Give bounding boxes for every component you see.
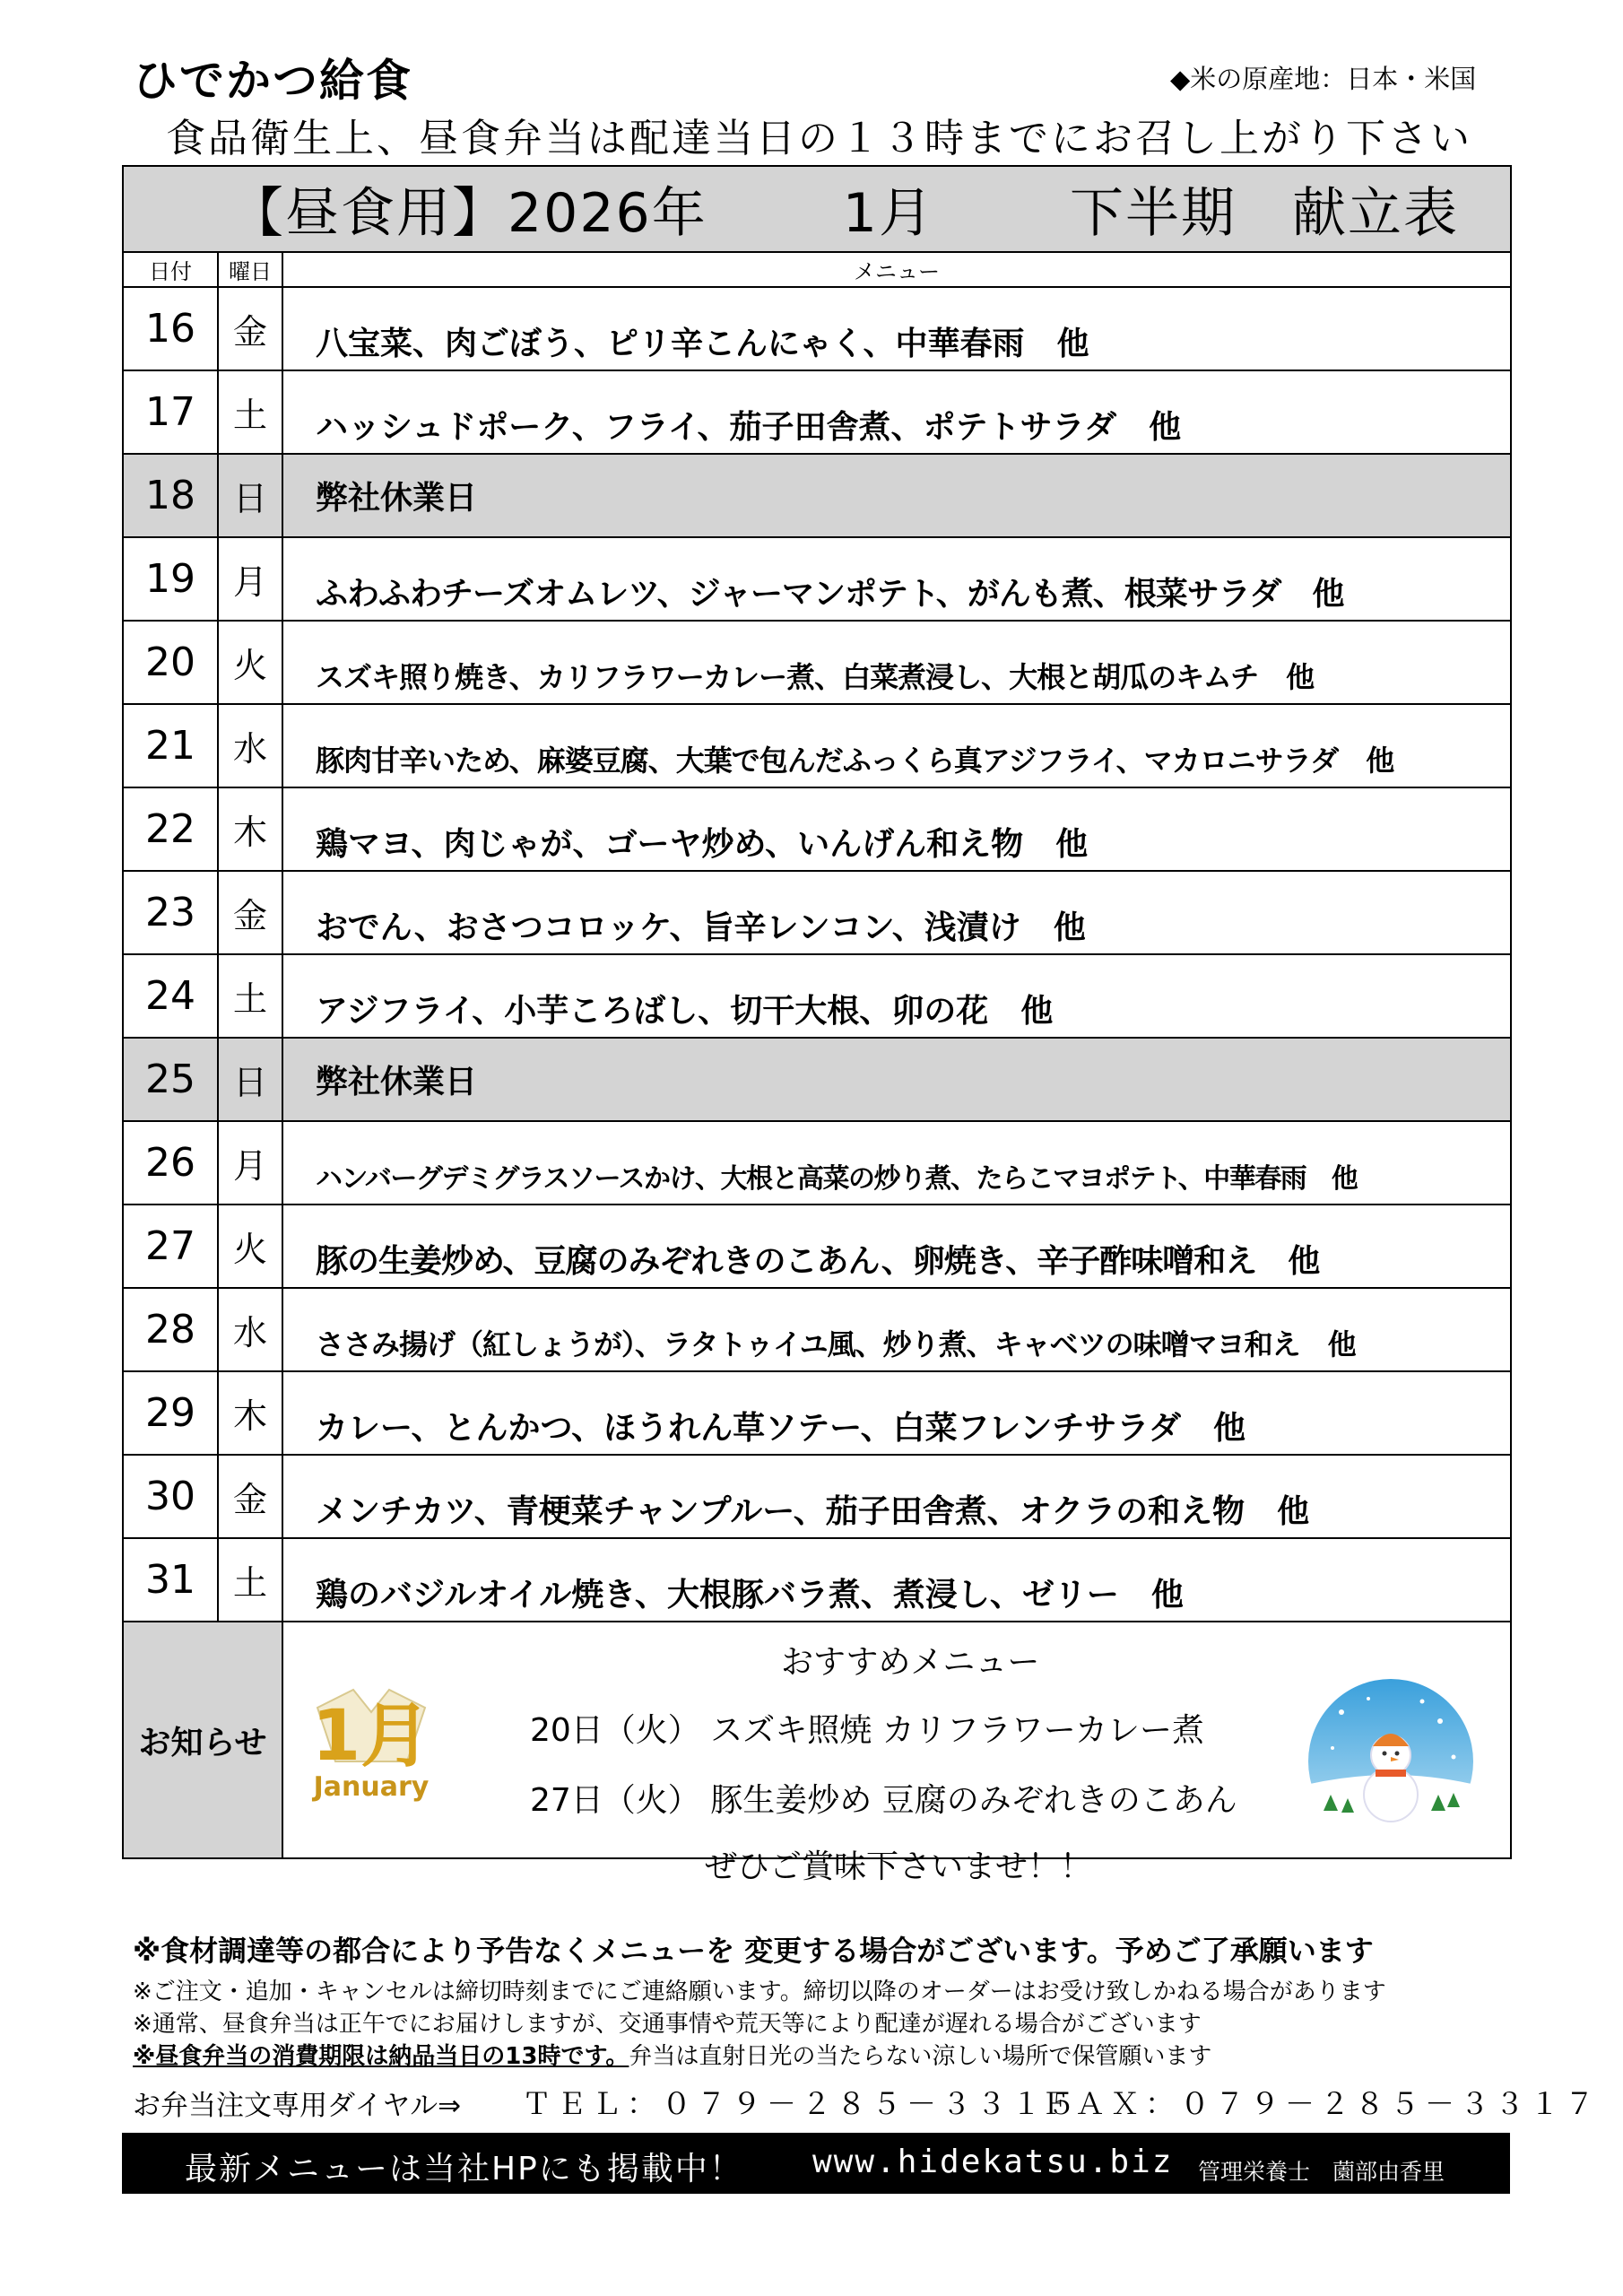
table-row [123, 370, 1511, 454]
menu-cell [282, 1538, 1511, 1622]
order-fax: ＦＡＸ：０７９－２８５－３３１７ [1040, 2086, 1600, 2121]
menu-cell [282, 1121, 1511, 1205]
menu-text: おでん、おさつコロッケ、旨辛レンコン、浅漬け 他 [316, 909, 1086, 946]
weekday-cell: 水 [218, 704, 282, 787]
weekday-cell: 木 [218, 1371, 282, 1455]
table-row [123, 1288, 1511, 1371]
table-row [123, 537, 1511, 621]
recommend-title: おすすめメニュー [781, 1644, 1040, 1681]
table-row [123, 1538, 1511, 1622]
table-row [123, 1038, 1511, 1121]
weekday-cell: 月 [218, 537, 282, 621]
weekday-cell: 金 [218, 1455, 282, 1538]
menu-text: ハッシュドポーク、フライ、茄子田舎煮、ポテトサラダ 他 [316, 409, 1182, 446]
table-row [123, 1371, 1511, 1455]
col-header-dow: 曜日 [218, 252, 282, 287]
notice-label: お知らせ [123, 1622, 282, 1858]
brand-name: ひでかつ給食 [133, 55, 412, 107]
homepage-bar [122, 2133, 1510, 2194]
menu-cell [282, 287, 1511, 370]
dietitian-name: 管理栄養士 薗部由香里 [1198, 2159, 1445, 2185]
menu-cell [282, 871, 1511, 954]
weekday-cell: 日 [218, 454, 282, 537]
snowman-icon [1306, 1676, 1476, 1847]
menu-text: ささみ揚げ（紅しょうが）、ラタトゥイユ風、炒り煮、キャベツの味噌マヨ和え 他 [316, 1326, 1356, 1361]
menu-text: スズキ照り焼き、カリフラワーカレー煮、白菜煮浸し、大根と胡瓜のキムチ 他 [316, 659, 1315, 694]
table-row [123, 1455, 1511, 1538]
menu-text: 弊社休業日 [316, 480, 478, 517]
date-cell: 18 [123, 454, 218, 537]
table-row [123, 621, 1511, 704]
weekday-cell: 土 [218, 1538, 282, 1622]
date-cell: 20 [123, 621, 218, 704]
notice-body [282, 1622, 1511, 1885]
date-cell: 25 [123, 1038, 218, 1121]
date-cell: 21 [123, 704, 218, 787]
recommend-item: 27日（火） 豚生姜炒め 豆腐のみぞれきのこあん [530, 1782, 1237, 1819]
menu-cell [282, 787, 1511, 871]
menu-cell [282, 454, 1511, 537]
weekday-cell: 金 [218, 871, 282, 954]
weekday-cell: 土 [218, 370, 282, 454]
date-cell: 29 [123, 1371, 218, 1455]
menu-change-note: ※食材調達等の都合により予告なくメニューを 変更する場合がございます。予めご了承願います [133, 1934, 1374, 1968]
recommend-closing: ぜひご賞味下さいませ！！ [705, 1848, 1093, 1885]
menu-cell [282, 1288, 1511, 1371]
date-cell: 23 [123, 871, 218, 954]
menu-cell [282, 621, 1511, 704]
weekday-cell: 月 [218, 1121, 282, 1205]
order-dial-label: お弁当注文専用ダイヤル⇒ [133, 2090, 462, 2122]
weekday-cell: 火 [218, 621, 282, 704]
delivery-note: ※通常、昼食弁当は正午でにお届けしますが、交通事情や荒天等により配達が遅れる場合がございます [133, 2011, 1202, 2038]
menu-text: 八宝菜、肉ごぼう、ピリ辛こんにゃく、中華春雨 他 [316, 326, 1089, 362]
menu-cell [282, 1455, 1511, 1538]
storage-note: 弁当は直射日光の当たらない涼しい場所で保管願います [629, 2043, 1212, 2070]
table-row [123, 454, 1511, 537]
date-cell: 19 [123, 537, 218, 621]
menu-text: 鶏のバジルオイル焼き、大根豚バラ煮、煮浸し、ゼリー 他 [316, 1577, 1184, 1613]
table-row [123, 704, 1511, 787]
menu-text: 豚肉甘辛いため、麻婆豆腐、大葉で包んだふっくら真アジフライ、マカロニサラダ 他 [316, 743, 1394, 778]
badge-word: January [313, 1771, 430, 1803]
date-cell: 26 [123, 1121, 218, 1205]
hygiene-notice: 食品衛生上、昼食弁当は配達当日の１３時までにお召し上がり下さい [166, 116, 1472, 161]
date-cell: 24 [123, 954, 218, 1038]
menu-text: ふわふわチーズオムレツ、ジャーマンポテト、がんも煮、根菜サラダ 他 [316, 576, 1344, 613]
weekday-cell: 土 [218, 954, 282, 1038]
table-title [123, 166, 1511, 252]
menu-text: 豚の生姜炒め、豆腐のみぞれきのこあん、卵焼き、辛子酢味噌和え 他 [316, 1243, 1320, 1280]
expiry-emphasis: ※昼食弁当の消費期限は納品当日の13時です。 [133, 2043, 629, 2070]
menu-text: メンチカツ、青梗菜チャンプルー、茄子田舎煮、オクラの和え物 他 [316, 1493, 1310, 1530]
menu-text: 鶏マヨ、肉じゃが、ゴーヤ炒め、いんげん和え物 他 [316, 826, 1089, 863]
order-tel[interactable]: ＴＥＬ：０７９－２８５－３３１５ [522, 2086, 1081, 2121]
date-cell: 16 [123, 287, 218, 370]
date-cell: 28 [123, 1288, 218, 1371]
menu-text: 弊社休業日 [316, 1064, 478, 1100]
table-row [123, 787, 1511, 871]
menu-cell [282, 1371, 1511, 1455]
order-deadline-note: ※ご注文・追加・キャンセルは締切時刻までにご連絡願います。締切以降のオーダーはお受け致しかねる場合があります [133, 1979, 1386, 2005]
date-cell: 17 [123, 370, 218, 454]
weekday-cell: 水 [218, 1288, 282, 1371]
menu-table [122, 165, 1512, 1885]
col-header-menu: メニュー [282, 252, 1511, 287]
january-badge-icon [299, 1681, 443, 1806]
table-row [123, 287, 1511, 370]
weekday-cell: 日 [218, 1038, 282, 1121]
badge-number: 1月 [311, 1696, 431, 1777]
homepage-text: 最新メニューは当社HPにも掲載中！ [185, 2151, 743, 2187]
weekday-cell: 火 [218, 1205, 282, 1288]
menu-cell [282, 704, 1511, 787]
rice-origin: ◆米の原産地：日本・米国 [1170, 64, 1477, 94]
col-header-date: 日付 [123, 252, 218, 287]
date-cell: 30 [123, 1455, 218, 1538]
table-row [123, 954, 1511, 1038]
menu-cell [282, 537, 1511, 621]
expiry-note [133, 2038, 1211, 2071]
homepage-link[interactable]: www.hidekatsu.biz [812, 2144, 1174, 2180]
date-cell: 22 [123, 787, 218, 871]
date-cell: 31 [123, 1538, 218, 1622]
weekday-cell: 木 [218, 787, 282, 871]
table-row [123, 1205, 1511, 1288]
menu-cell [282, 1205, 1511, 1288]
menu-text: アジフライ、小芋ころばし、切干大根、卯の花 他 [316, 993, 1054, 1030]
menu-cell [282, 370, 1511, 454]
recommend-item: 20日（火） スズキ照焼 カリフラワーカレー煮 [530, 1712, 1204, 1749]
menu-cell [282, 1038, 1511, 1121]
weekday-cell: 金 [218, 287, 282, 370]
menu-text: カレー、とんかつ、ほうれん草ソテー、白菜フレンチサラダ 他 [316, 1410, 1245, 1447]
table-row [123, 871, 1511, 954]
date-cell: 27 [123, 1205, 218, 1288]
title-month: 1月 [842, 182, 934, 245]
table-row [123, 1121, 1511, 1205]
menu-cell [282, 954, 1511, 1038]
title-half: 下半期 献立表 [1070, 182, 1460, 245]
menu-text: ハンバーグデミグラスソースかけ、大根と高菜の炒り煮、たらこマヨポテト、中華春雨 他 [316, 1162, 1358, 1195]
title-period: 【昼食用】2026年 [230, 182, 707, 245]
